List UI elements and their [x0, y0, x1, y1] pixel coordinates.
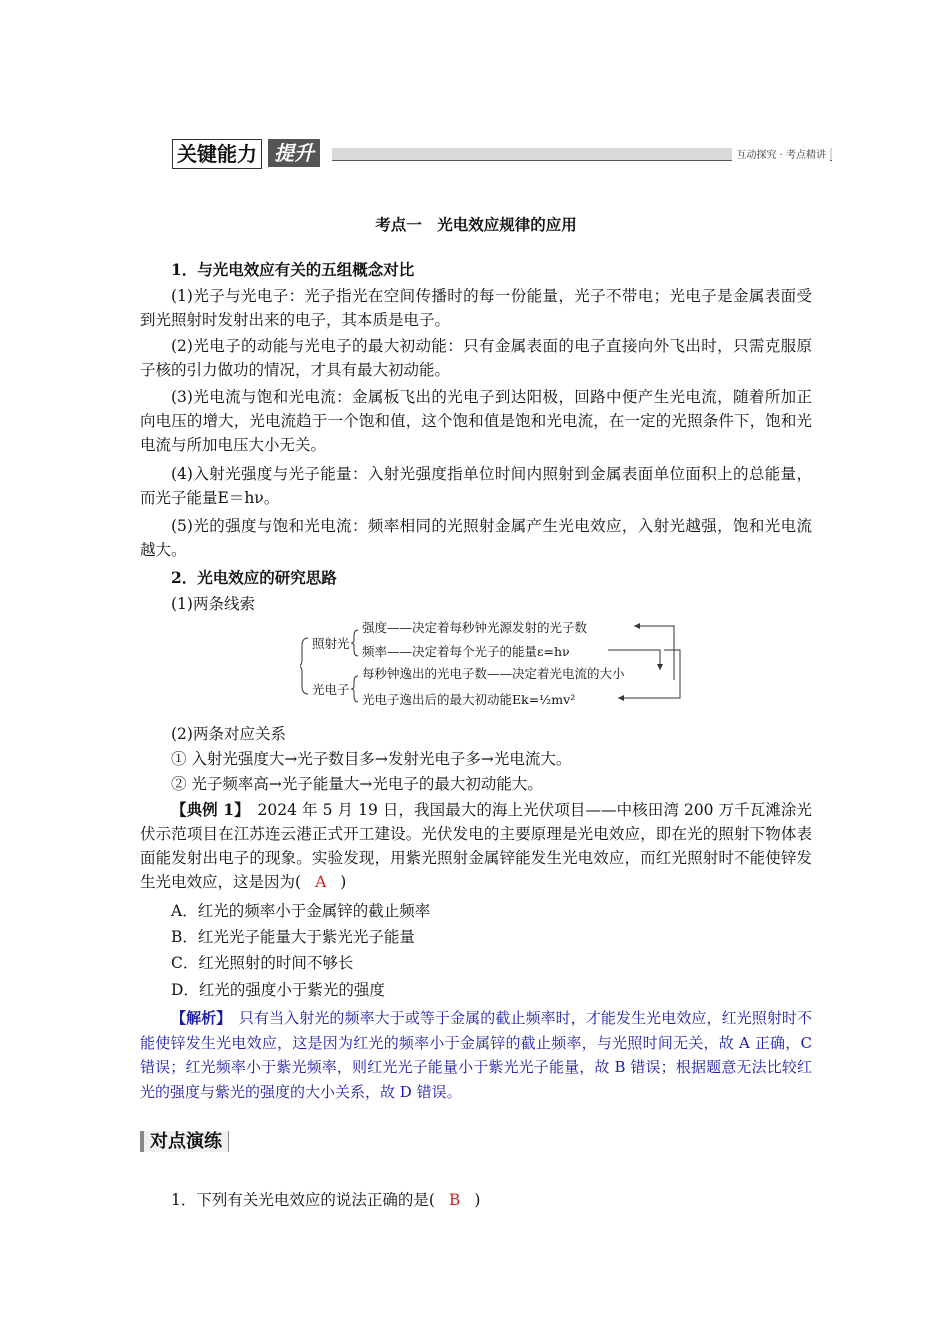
banner-label-right: 提升 — [268, 139, 320, 167]
diagram-label-light: 照射光 — [312, 636, 350, 651]
concept-item-2: (2)光电子的动能与光电子的最大初动能：只有金属表面的电子直接向外飞出时，只需克服原子核的引力做功的情况，才具有最大初动能。 — [140, 337, 812, 379]
part1-heading: 1．与光电效应有关的五组概念对比 — [171, 260, 415, 279]
practice-q1-close: ) — [474, 1191, 481, 1209]
example-answer: A — [315, 873, 327, 891]
concept-item-4: (4)入射光强度与光子能量：入射光强度指单位时间内照射到金属表面单位面积上的总能量，而光子能量E＝hν。 — [140, 465, 812, 507]
example-stem — [140, 798, 812, 894]
relation-2: ② 光子频率高→光子能量大→光电子的最大初动能大。 — [171, 775, 543, 793]
practice-q1-answer: B — [448, 1191, 461, 1209]
practice-header — [140, 1129, 229, 1155]
option-a: A．红光的频率小于金属锌的截止频率 — [171, 902, 431, 920]
banner-label-left: 关键能力 — [172, 139, 262, 169]
analysis — [140, 1006, 812, 1104]
diagram-label-electron: 光电子 — [312, 682, 350, 697]
banner-tag: 互动探究 · 考点精讲 — [732, 146, 830, 161]
option-d: D．红光的强度小于紫光的强度 — [171, 981, 385, 999]
option-c: C．红光照射的时间不够长 — [171, 954, 354, 972]
part2-heading: 2．光电效应的研究思路 — [171, 568, 337, 587]
concept-item-1: (1)光子与光电子：光子指光在空间传播时的每一份能量，光子不带电；光电子是金属表面受到光照射时发射出来的电子，其本质是电子。 — [140, 287, 812, 329]
analysis-tag: 【解析】 — [171, 1009, 224, 1027]
diagram-row-energy: 光电子逸出后的最大初动能Ek=½mv² — [362, 692, 576, 707]
clue-diagram — [300, 616, 690, 716]
relation-1: ① 入射光强度大→光子数目多→发射光电子多→光电流大。 — [171, 750, 572, 768]
example-close: ) — [340, 873, 347, 891]
part2-sub2: (2)两条对应关系 — [171, 725, 286, 743]
example-stem-text: 2024 年 5 月 19 日，我国最大的海上光伏项目——中核田湾 200 万千瓦滩涂光伏示范项目在江苏连云港正式开工建设。光伏发电的主要原理是光电效应，即在光的照射下物体表面能发射出电子的现象。实验发现，用紫光照射金属锌能发生光电效应，而红光照射时不能使锌发生光电效应，这是因为( — [140, 801, 812, 891]
section-banner — [172, 139, 842, 169]
concept-item-5: (5)光的强度与饱和光电流：频率相同的光照射金属产生光电效应，入射光越强，饱和光电流越大。 — [140, 517, 812, 559]
part2-sub1: (1)两条线索 — [171, 595, 255, 613]
section-title: 考点一 光电效应规律的应用 — [375, 215, 577, 234]
example-tag: 【典例 1】 — [171, 800, 242, 819]
practice-q1-text: 1．下列有关光电效应的说法正确的是( — [171, 1191, 435, 1209]
concept-item-3: (3)光电流与饱和光电流：金属板飞出的光电子到达阳极，回路中便产生光电流，随着所加正向电压的增大，光电流趋于一个饱和值，这个饱和值是饱和光电流，在一定的光照条件下，饱和光电流与所加电压大小无关。 — [140, 388, 812, 454]
diagram-row-frequency: 频率——决定着每个光子的能量ε=hν — [362, 644, 570, 659]
diagram-row-intensity: 强度——决定着每秒钟光源发射的光子数 — [362, 620, 588, 635]
practice-label: 对点演练 — [140, 1131, 229, 1152]
analysis-text: 只有当入射光的频率大于或等于金属的截止频率时，才能发生光电效应，红光照射时不能使锌发生光电效应，这是因为红光的频率小于金属锌的截止频率，与光照时间无关，故 A 正确，C 错误；红光频率小于紫光频率，则红光光子能量小于紫光光子能量，故 B 错误；根据题意无法比较红光的强度与紫光的强度的大小关系，故 D 错误。 — [140, 1009, 812, 1101]
practice-question-1 — [140, 1188, 812, 1212]
option-b: B．红光光子能量大于紫光光子能量 — [171, 928, 415, 946]
diagram-row-count: 每秒钟逸出的光电子数——决定着光电流的大小 — [362, 666, 625, 681]
